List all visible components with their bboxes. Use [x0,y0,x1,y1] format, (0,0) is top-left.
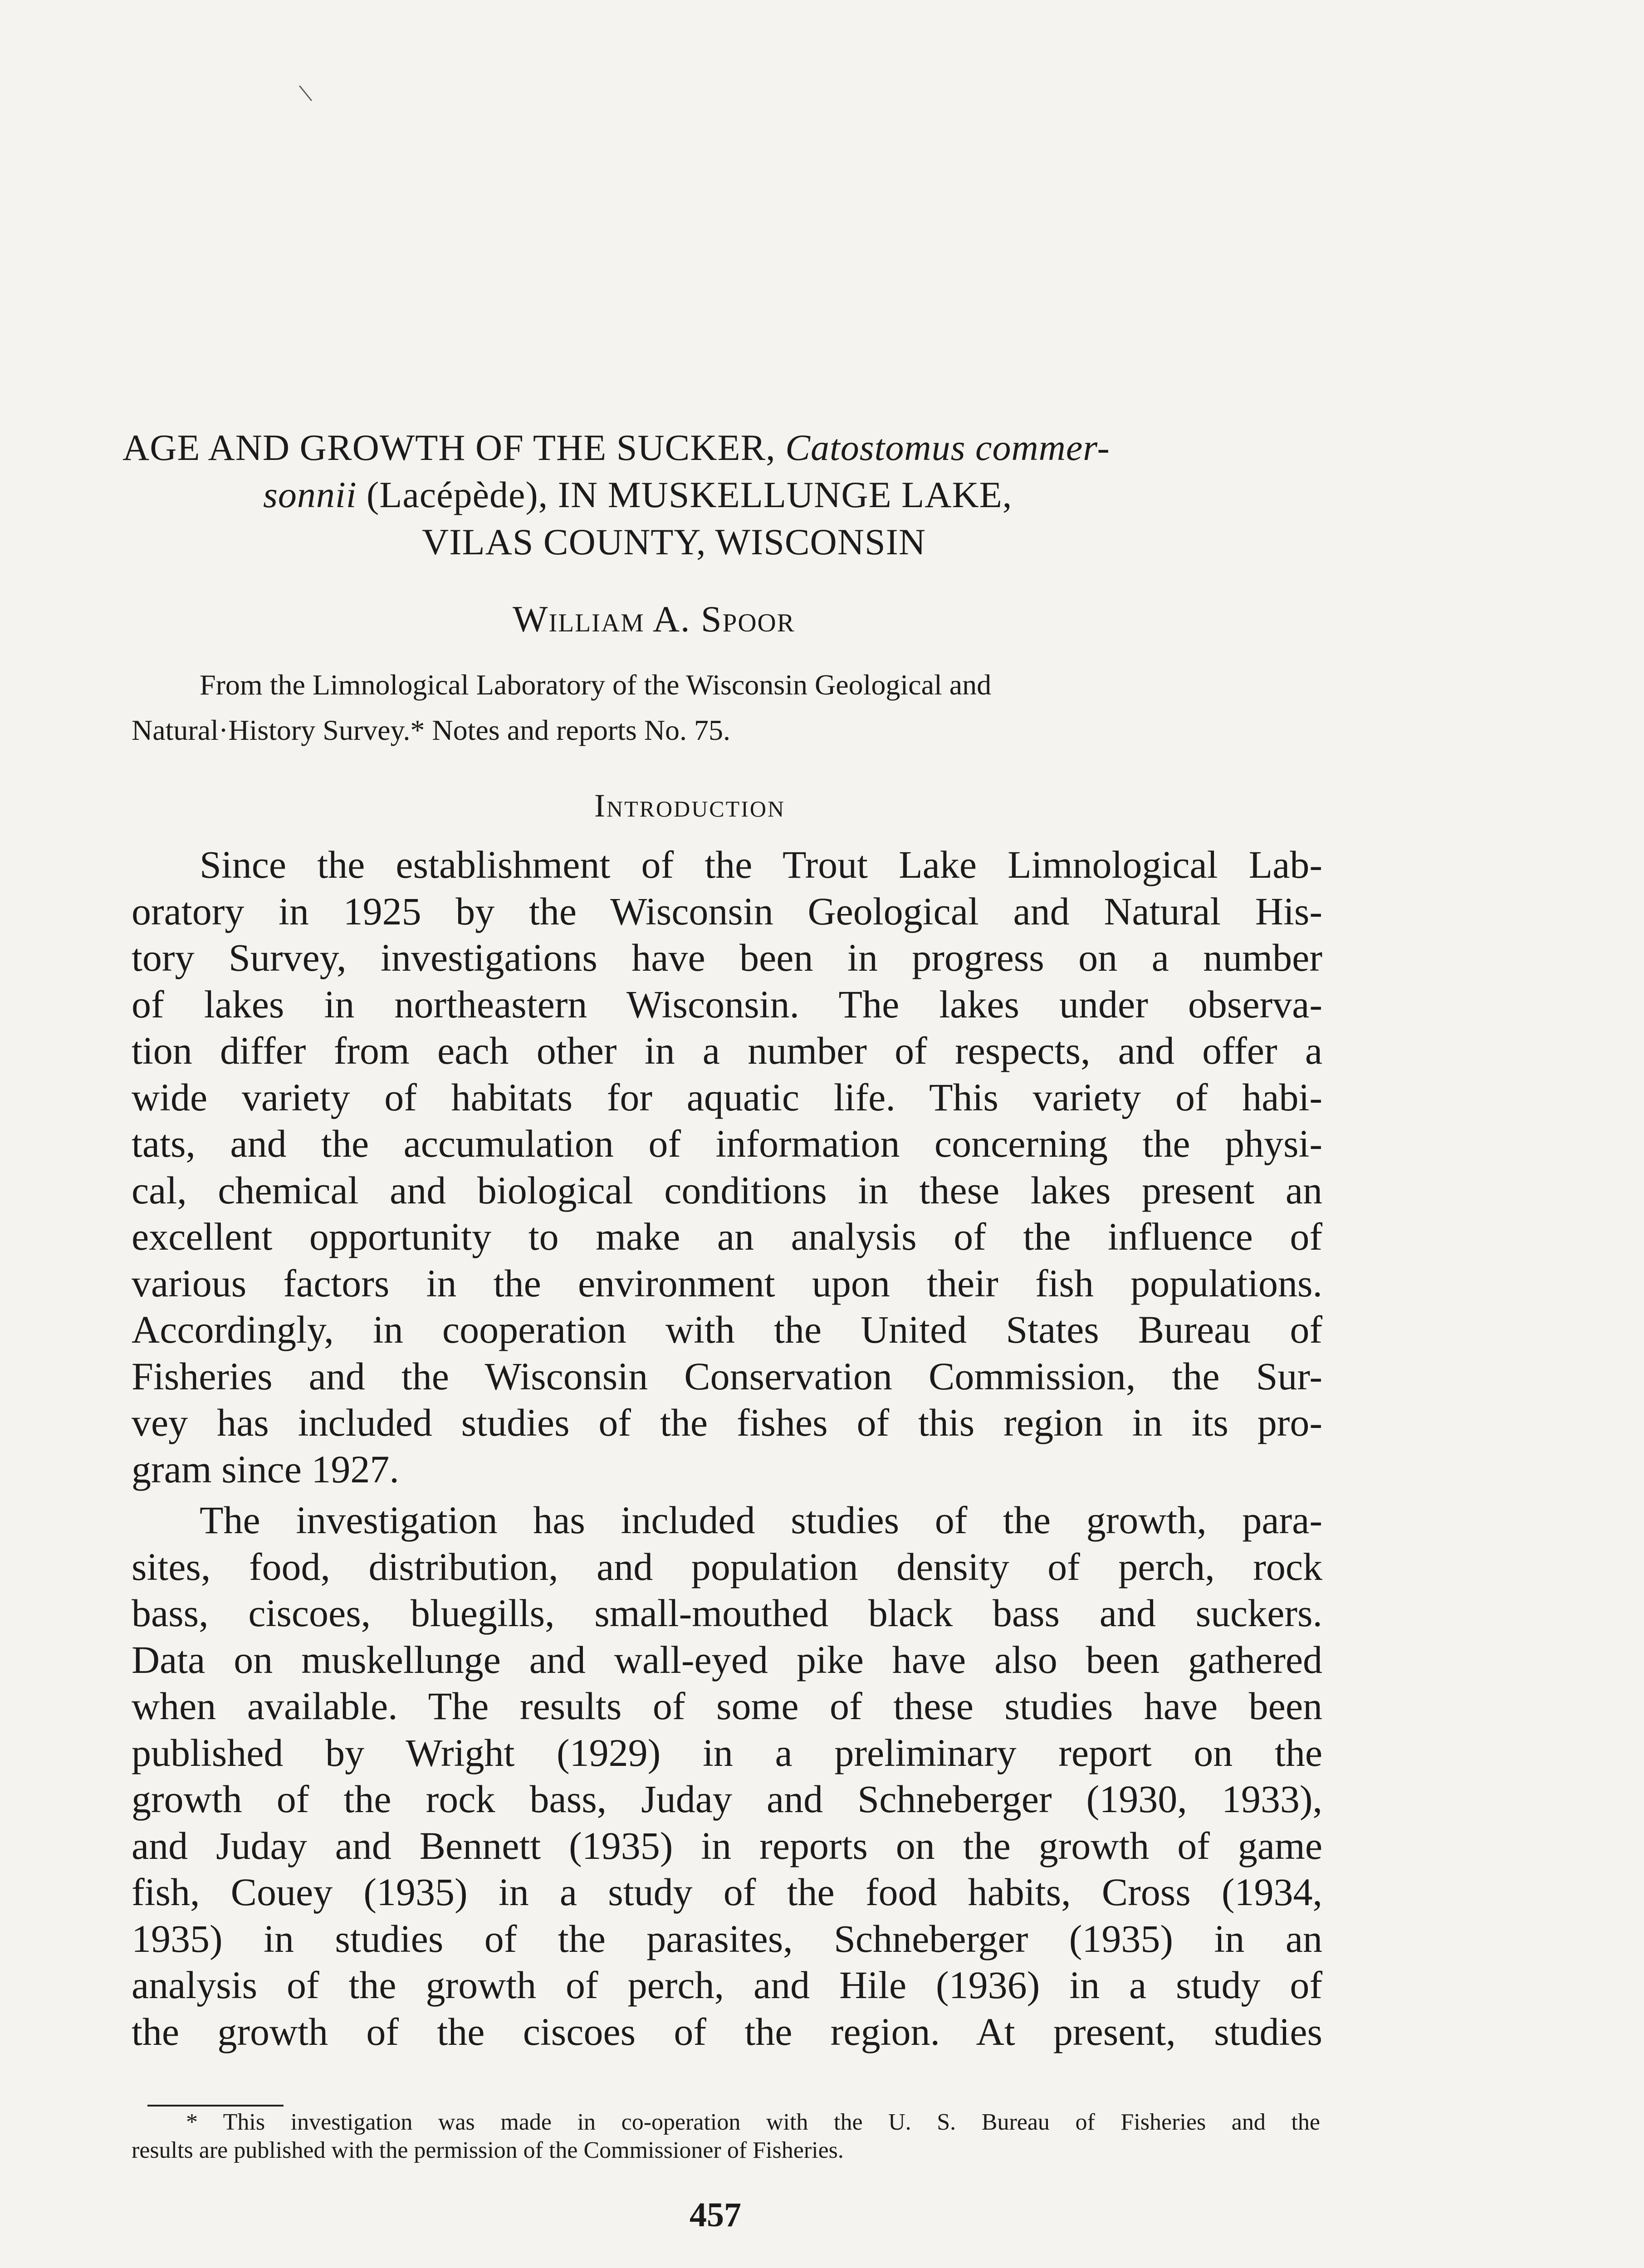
title-line-1-roman: AGE AND GROWTH OF THE SUCKER, [122,427,786,468]
paragraph [132,1497,1322,2055]
paragraph-line: gram since 1927. [132,1447,399,1491]
paragraph-line: wide variety of habitats for aquatic life. This variety of habi- [132,1075,1322,1119]
body-text [132,841,1322,2055]
paragraph-line: published by Wright (1929) in a preliminary report on the [132,1730,1322,1774]
paragraph-line: growth of the rock bass, Juday and Schneberger (1930, 1933), [132,1777,1322,1821]
paragraph-line: fish, Couey (1935) in a study of the food habits, Cross (1934, [132,1870,1322,1914]
paragraph-line: 1935) in studies of the parasites, Schneberger (1935) in an [132,1916,1322,1960]
affiliation-line-2: Natural·History Survey.* Notes and reports No. 75. [132,714,731,746]
footnote-line-1: * This investigation was made in co-operation with the U. S. Bureau of Fisheries and the [186,2109,1320,2135]
paragraph-line: oratory in 1925 by the Wisconsin Geological and Natural His- [132,889,1322,933]
article-title [122,424,1329,566]
page-number: 457 [690,2196,741,2234]
title-line-2-italic: sonnii [263,474,357,515]
paragraph-line: tats, and the accumulation of information concerning the physi- [132,1122,1322,1165]
paragraph-line: tory Survey, investigations have been in progress on a number [132,936,1322,979]
paragraph-line: Data on muskellunge and wall-eyed pike have also been gathered [132,1637,1322,1681]
footnote [132,2108,1320,2165]
paragraph-line: when available. The results of some of these studies have been [132,1684,1322,1728]
paragraph-line: Since the establishment of the Trout Lake Limnological Lab- [200,843,1322,886]
paragraph-line: Fisheries and the Wisconsin Conservation Commission, the Sur- [132,1354,1322,1398]
footnote-line-2: results are published with the permission of the Commissioner of Fisheries. [132,2137,844,2163]
paragraph-line: The investigation has included studies of the growth, para- [200,1498,1322,1542]
paragraph [132,841,1322,1492]
paragraph-line: Accordingly, in cooperation with the United States Bureau of [132,1308,1322,1351]
paragraph-line: tion differ from each other in a number of respects, and offer a [132,1029,1322,1072]
title-line-3: VILAS COUNTY, WISCONSIN [422,521,926,562]
paragraph-line: excellent opportunity to make an analysis of the influence of [132,1215,1322,1258]
section-heading: Introduction [594,787,786,824]
paragraph-line: and Juday and Bennett (1935) in reports on the growth of game [132,1823,1322,1867]
stray-mark: \ [297,78,314,108]
affiliation-note [132,662,1320,753]
title-line-1 [122,424,1329,471]
paragraph-gap [132,1492,1322,1497]
affiliation-line-1: From the Limnological Laboratory of the Wisconsin Geological and [200,669,992,701]
paragraph-line: sites, food, distribution, and population density of perch, rock [132,1545,1322,1589]
paragraph-line: various factors in the environment upon their fish populations. [132,1261,1322,1305]
paragraph-line: bass, ciscoes, bluegills, small-mouthed black bass and suckers. [132,1591,1322,1635]
paragraph-line: cal, chemical and biological conditions in these lakes present an [132,1168,1322,1212]
footnote-rule [147,2105,284,2107]
author-name: William A. Spoor [513,598,795,640]
title-line-2-roman: (Lacépède), IN MUSKELLUNGE LAKE, [357,474,1013,515]
paragraph-line: analysis of the growth of perch, and Hile (1936) in a study of [132,1963,1322,2007]
title-line-1-italic: Catostomus commer- [785,427,1110,468]
paragraph-line: vey has included studies of the fishes of this region in its pro- [132,1401,1322,1444]
paragraph-line: the growth of the ciscoes of the region. At present, studies [132,2009,1322,2053]
title-line-2 [122,471,1329,518]
paragraph-line: of lakes in northeastern Wisconsin. The lakes under observa- [132,982,1322,1026]
